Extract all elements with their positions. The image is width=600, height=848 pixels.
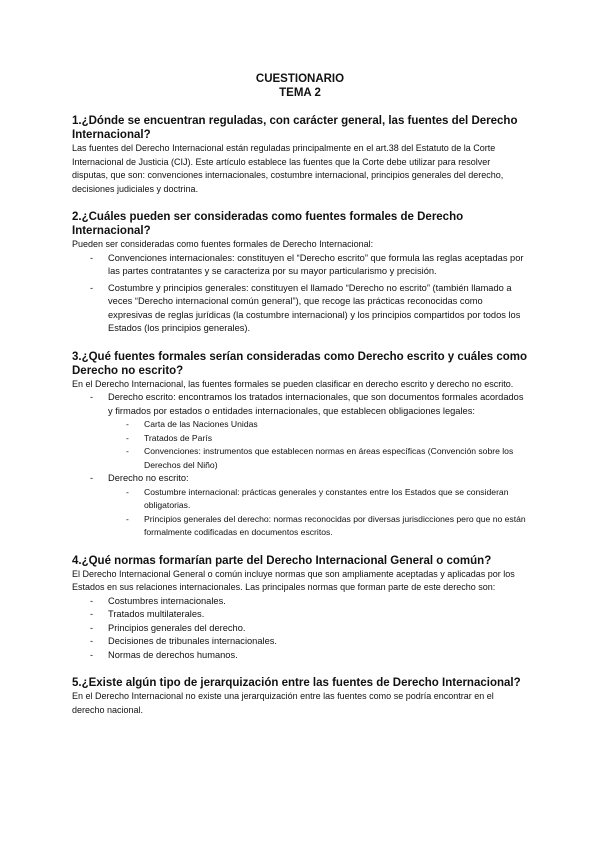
sublist-item [108, 486, 528, 513]
dash-bullet: - [126, 419, 129, 429]
dash-bullet: - [126, 446, 129, 456]
question-2-intro: Pueden ser consideradas como fuentes formales de Derecho Internacional: [72, 239, 374, 249]
document-page [72, 72, 528, 717]
question-5-answer: En el Derecho Internacional no existe una jerarquización entre las fuentes como se podría encontrar en el derecho nacional. [72, 691, 494, 715]
list-item [72, 252, 528, 279]
dash-bullet: - [90, 609, 94, 619]
dash-bullet: - [90, 649, 94, 660]
list-item-text: Derecho no escrito: [108, 473, 189, 483]
list-item-text: Principios generales del derecho. [108, 622, 246, 633]
list-item [72, 649, 528, 663]
list-item [72, 595, 528, 609]
sublist-item-text: Convenciones: instrumentos que establecen normas en áreas específicas (Convención sobre los Derechos del Niño) [144, 446, 514, 470]
list-item-text: Derecho escrito: encontramos los tratados internacionales, que son documentos formales acordados y firmados por estados o entidades internacionales, que establecen obligaciones legales: [108, 392, 524, 416]
question-4-title: 4.¿Qué normas formarían parte del Derecho Internacional General o común? [72, 554, 492, 567]
question-5 [72, 676, 528, 717]
list-item [72, 622, 528, 636]
question-4 [72, 554, 528, 663]
dash-bullet: - [90, 622, 94, 633]
title-line-1: CUESTIONARIO [255, 73, 345, 85]
sublist-item [108, 445, 528, 472]
question-2 [72, 210, 528, 336]
list-item-text: Normas de derechos humanos. [108, 649, 238, 660]
dash-bullet: - [126, 513, 129, 524]
list-item-text: Costumbre y principios generales: constituyen el llamado “Derecho no escrito” (también llamado a veces “Derecho internacional común general”), que recoge las prácticas reconocidas como expresivas de reglas jurídicas (la costumbre internacional) y los principios compartidos por todos los Estados (los principios generales). [108, 282, 521, 333]
sublist-item [108, 418, 528, 432]
question-4-intro: El Derecho Internacional General o común incluye normas que son ampliamente aceptadas y aplicadas por los Estados en sus relaciones internacionales. Las principales normas que forman parte de este derecho son: [72, 568, 515, 592]
sublist-item-text: Principios generales del derecho: normas reconocidas por diversas jurisdicciones pero que no están formalmente codificadas en documentos escritos. [144, 513, 526, 537]
sublist-item [108, 432, 528, 446]
dash-bullet: - [126, 486, 129, 497]
question-2-list [72, 252, 528, 336]
dash-bullet: - [90, 392, 94, 402]
sublist-item [108, 513, 528, 540]
list-item-text: Decisiones de tribunales internacionales. [108, 636, 277, 646]
list-item [72, 391, 528, 472]
list-item [72, 608, 528, 622]
no-escrito-sublist [108, 486, 528, 540]
title-line-2: TEMA 2 [279, 87, 321, 99]
question-1-title: 1.¿Dónde se encuentran reguladas, con carácter general, las fuentes del Derecho Internacional? [72, 115, 518, 141]
dash-bullet: - [90, 252, 94, 263]
list-item-text: Tratados multilaterales. [108, 609, 205, 619]
dash-bullet: - [90, 595, 94, 606]
sublist-item-text: Costumbre internacional: prácticas generales y constantes entre los Estados que se consideran obligatorias. [144, 486, 509, 510]
list-item [72, 635, 528, 649]
list-item [72, 282, 528, 336]
question-3-title: 3.¿Qué fuentes formales serían consideradas como Derecho escrito y cuáles como Derecho no escrito? [72, 350, 528, 377]
dash-bullet: - [90, 282, 94, 293]
list-item-text: Convenciones internacionales: constituyen el “Derecho escrito” que formula las reglas aceptadas por las partes contratantes y se caracteriza por su mayor particularismo y precisión. [108, 252, 524, 276]
question-3 [72, 350, 528, 540]
question-1 [72, 114, 528, 196]
question-1-answer: Las fuentes del Derecho Internacional están reguladas principalmente en el art.38 del Estatuto de la Corte Internacional de Justicia (CIJ). Este artículo establece las fuentes que la Corte debe utilizar para resolver disputas, que son: convenciones internacionales, costumbre internacional, principios generales del derecho, decisiones judiciales y doctrina. [72, 143, 504, 194]
question-4-list [72, 595, 528, 663]
document-title [72, 72, 528, 100]
question-5-title: 5.¿Existe algún tipo de jerarquización entre las fuentes de Derecho Internacional? [72, 677, 521, 689]
dash-bullet: - [126, 432, 129, 443]
question-3-list [72, 391, 528, 540]
list-item-text: Costumbres internacionales. [108, 595, 226, 606]
dash-bullet: - [90, 636, 94, 646]
list-item [72, 472, 528, 540]
sublist-item-text: Tratados de París [144, 432, 212, 443]
question-3-intro: En el Derecho Internacional, las fuentes formales se pueden clasificar en derecho escrito y derecho no escrito. [72, 378, 514, 389]
question-2-title: 2.¿Cuáles pueden ser consideradas como fuentes formales de Derecho Internacional? [72, 211, 464, 237]
sublist-item-text: Carta de las Naciones Unidas [144, 419, 258, 429]
dash-bullet: - [90, 473, 94, 483]
escrito-sublist [108, 418, 528, 472]
